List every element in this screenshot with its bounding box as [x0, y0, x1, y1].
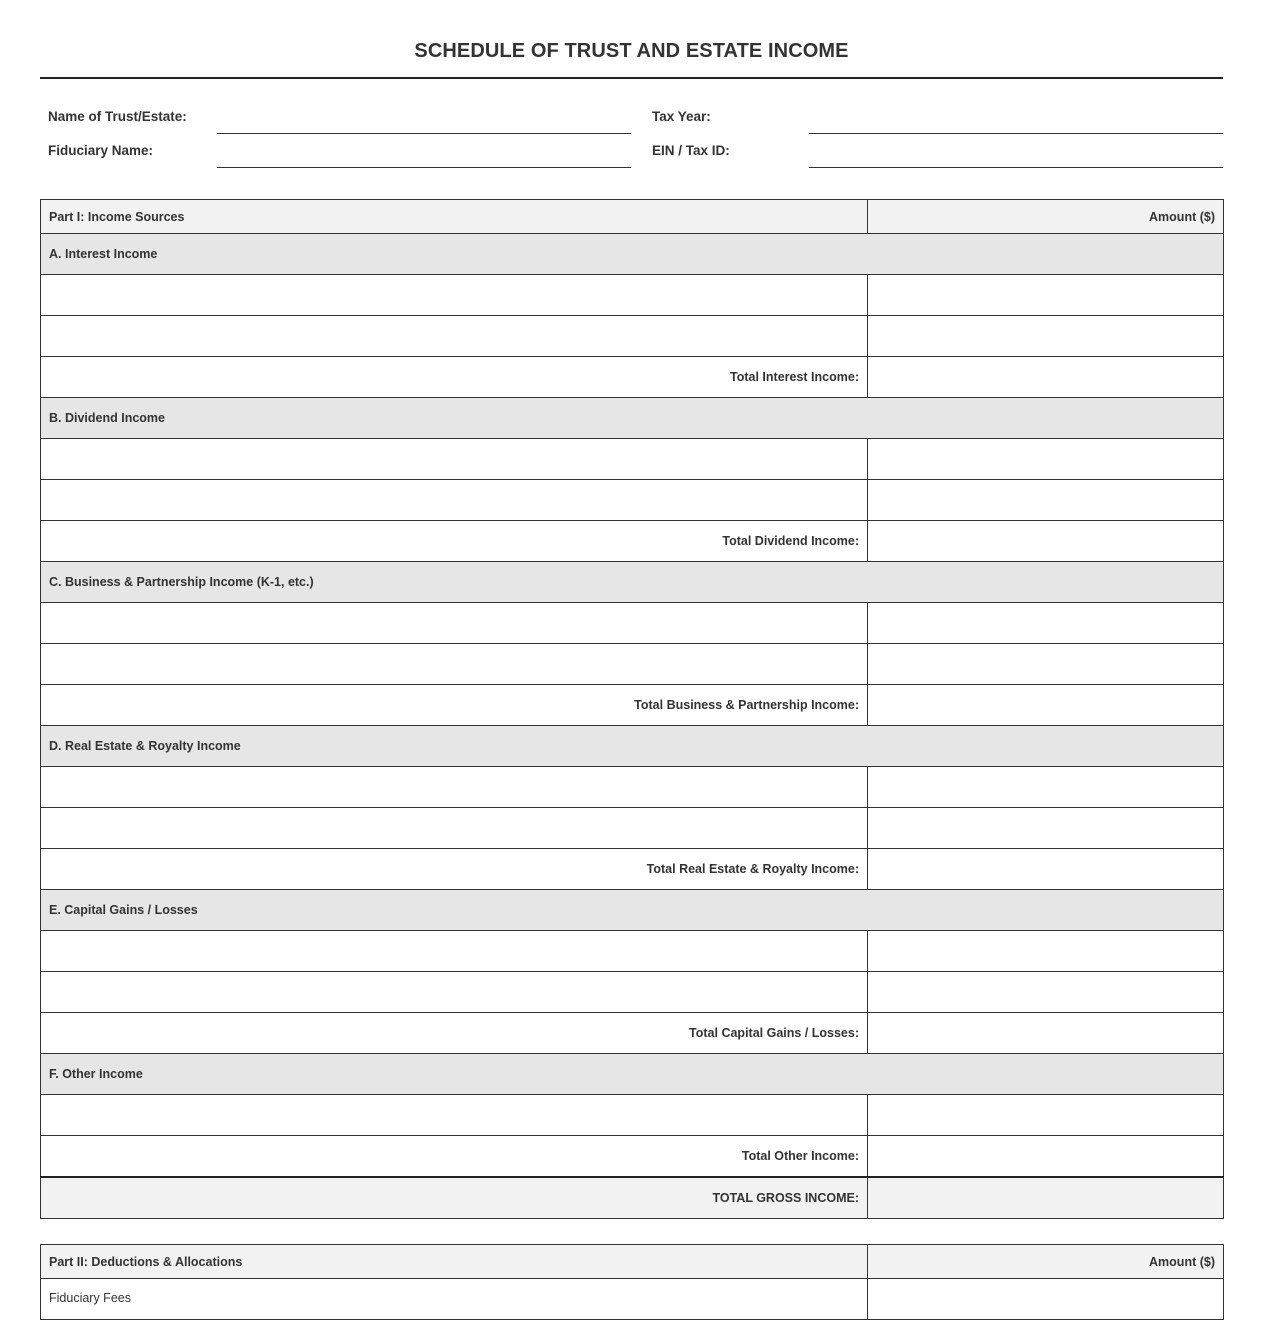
table-row — [41, 931, 1224, 972]
name-of-trust-label: Name of Trust/Estate: — [48, 109, 187, 124]
part2-title: Part II: Deductions & Allocations — [41, 1245, 868, 1279]
total-real-estate-amount-cell[interactable] — [868, 849, 1224, 890]
real-estate-amount-cell[interactable] — [868, 767, 1224, 808]
total-interest-amount-cell[interactable] — [868, 357, 1224, 398]
table-row — [41, 808, 1224, 849]
table-row — [41, 767, 1224, 808]
total-row — [41, 1013, 1224, 1054]
business-amount-cell[interactable] — [868, 603, 1224, 644]
dividend-amount-cell[interactable] — [868, 439, 1224, 480]
business-description-cell[interactable] — [41, 644, 868, 685]
interest-amount-cell[interactable] — [868, 275, 1224, 316]
fiduciary-fees-label: Fiduciary Fees — [41, 1279, 868, 1320]
section-d-title: D. Real Estate & Royalty Income — [41, 726, 1224, 767]
total-gross-income-amount-cell[interactable] — [868, 1177, 1224, 1219]
total-business-amount-cell[interactable] — [868, 685, 1224, 726]
total-gross-income-label: TOTAL GROSS INCOME: — [41, 1177, 868, 1219]
part2-amount-header: Amount ($) — [868, 1245, 1224, 1279]
fiduciary-name-label: Fiduciary Name: — [48, 143, 154, 158]
capital-gains-description-cell[interactable] — [41, 972, 868, 1013]
ein-label: EIN / Tax ID: — [652, 143, 730, 158]
capital-gains-amount-cell[interactable] — [868, 972, 1224, 1013]
form-title: SCHEDULE OF TRUST AND ESTATE INCOME — [414, 40, 849, 62]
interest-description-cell[interactable] — [41, 316, 868, 357]
section-a-title: A. Interest Income — [41, 234, 1224, 275]
total-row — [41, 521, 1224, 562]
total-other-income-amount-cell[interactable] — [868, 1136, 1224, 1177]
total-other-income-label: Total Other Income: — [41, 1136, 868, 1177]
section-c-title: C. Business & Partnership Income (K-1, etc.) — [41, 562, 1224, 603]
dividend-description-cell[interactable] — [41, 480, 868, 521]
total-dividend-amount-cell[interactable] — [868, 521, 1224, 562]
table-row — [41, 1279, 1224, 1320]
ein-field[interactable] — [809, 167, 1223, 168]
grand-total-row — [41, 1177, 1224, 1219]
section-f-title: F. Other Income — [41, 1054, 1224, 1095]
real-estate-description-cell[interactable] — [41, 808, 868, 849]
real-estate-description-cell[interactable] — [41, 767, 868, 808]
table-row — [41, 316, 1224, 357]
section-header-row — [41, 562, 1224, 603]
total-real-estate-label: Total Real Estate & Royalty Income: — [41, 849, 868, 890]
dividend-amount-cell[interactable] — [868, 480, 1224, 521]
fiduciary-name-field[interactable] — [217, 167, 631, 168]
total-dividend-label: Total Dividend Income: — [41, 521, 868, 562]
capital-gains-description-cell[interactable] — [41, 931, 868, 972]
tax-year-label: Tax Year: — [652, 109, 711, 124]
total-row — [41, 685, 1224, 726]
total-row — [41, 357, 1224, 398]
fiduciary-fees-amount-cell[interactable] — [868, 1279, 1224, 1320]
section-b-title: B. Dividend Income — [41, 398, 1224, 439]
interest-amount-cell[interactable] — [868, 316, 1224, 357]
section-header-row — [41, 398, 1224, 439]
table-row — [41, 275, 1224, 316]
table-row — [41, 603, 1224, 644]
total-capital-gains-amount-cell[interactable] — [868, 1013, 1224, 1054]
part1-amount-header: Amount ($) — [868, 200, 1224, 234]
interest-description-cell[interactable] — [41, 275, 868, 316]
table-row — [41, 480, 1224, 521]
part1-title: Part I: Income Sources — [41, 200, 868, 234]
table-row — [41, 1095, 1224, 1136]
other-income-description-cell[interactable] — [41, 1095, 868, 1136]
part1-header-row — [41, 200, 1224, 234]
other-income-amount-cell[interactable] — [868, 1095, 1224, 1136]
section-header-row — [41, 1054, 1224, 1095]
table-row — [41, 972, 1224, 1013]
total-row — [41, 849, 1224, 890]
section-e-title: E. Capital Gains / Losses — [41, 890, 1224, 931]
name-of-trust-field[interactable] — [217, 133, 631, 134]
real-estate-amount-cell[interactable] — [868, 808, 1224, 849]
section-header-row — [41, 890, 1224, 931]
part1-table — [40, 199, 1224, 1219]
table-row — [41, 644, 1224, 685]
section-header-row — [41, 726, 1224, 767]
capital-gains-amount-cell[interactable] — [868, 931, 1224, 972]
total-interest-label: Total Interest Income: — [41, 357, 868, 398]
tax-year-field[interactable] — [809, 133, 1223, 134]
table-row — [41, 439, 1224, 480]
total-capital-gains-label: Total Capital Gains / Losses: — [41, 1013, 868, 1054]
title-divider — [40, 77, 1223, 79]
total-business-label: Total Business & Partnership Income: — [41, 685, 868, 726]
dividend-description-cell[interactable] — [41, 439, 868, 480]
total-row — [41, 1136, 1224, 1177]
business-amount-cell[interactable] — [868, 644, 1224, 685]
part2-header-row — [41, 1245, 1224, 1279]
business-description-cell[interactable] — [41, 603, 868, 644]
section-header-row — [41, 234, 1224, 275]
part2-table — [40, 1244, 1224, 1320]
